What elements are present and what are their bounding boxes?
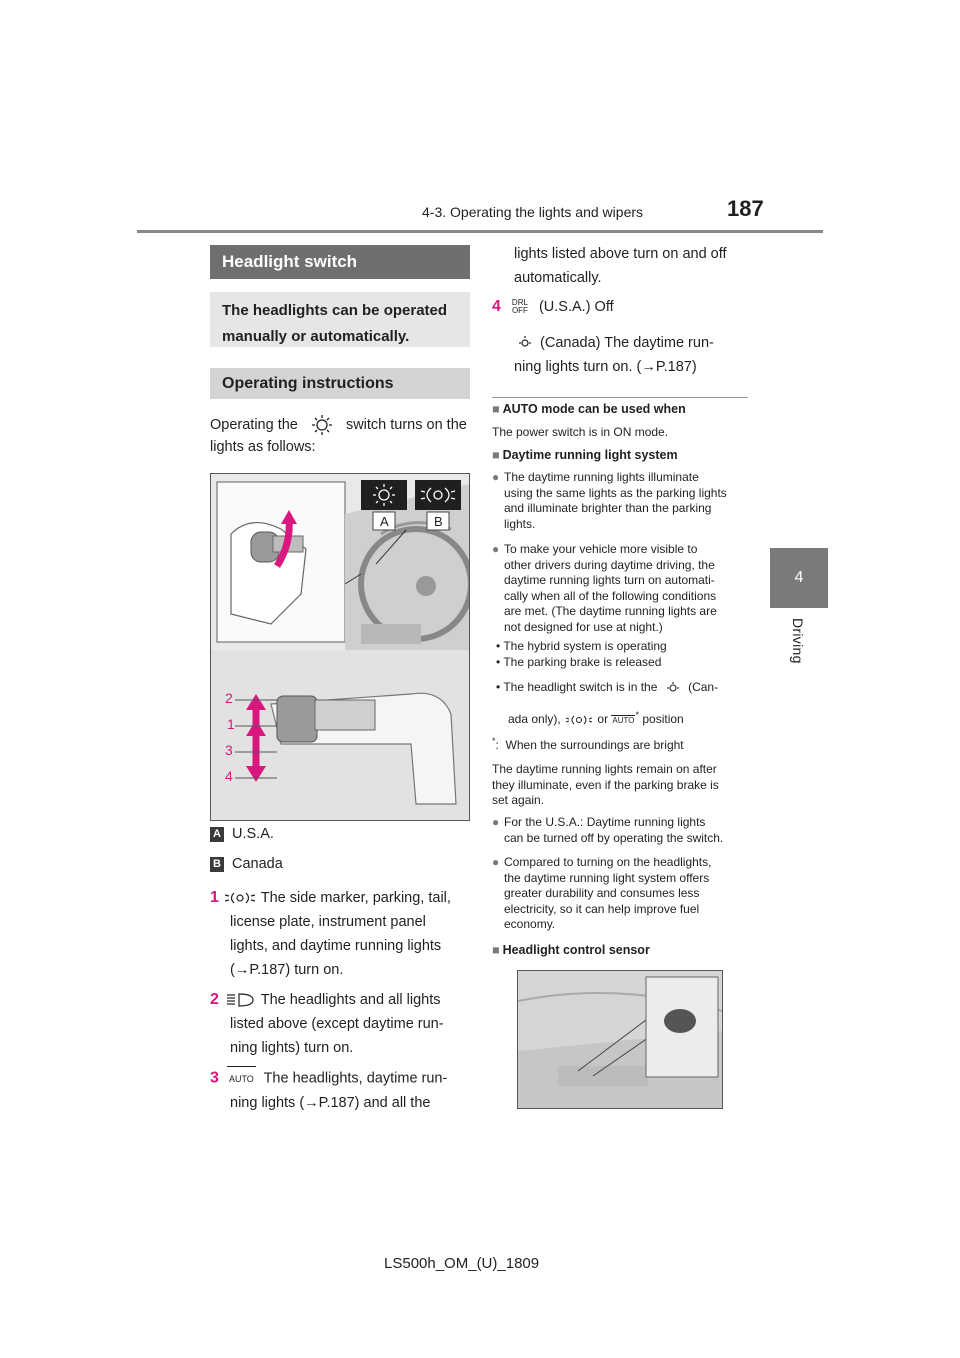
drl-b1-line3: and illuminate brighter than the parking	[504, 501, 712, 515]
figure-label-a: A	[380, 514, 389, 529]
region-canada	[210, 856, 283, 872]
step-2	[210, 988, 472, 1060]
step-4-usa: (U.S.A.) Off	[538, 299, 614, 315]
note-drl-heading-text: Daytime running light system	[502, 448, 678, 462]
section-intro: The headlights can be operated manually or automatically.	[210, 292, 470, 347]
note-compare-bullet: ● Compared to turning on the headlights, the daytime running light system offers greater durability and consumes less electricity, so it can help improve fuel economy.	[492, 855, 754, 933]
drl-off-icon: DRL OFF	[511, 298, 528, 316]
subsection-title: Operating instructions	[210, 368, 470, 399]
section-title: Headlight switch	[210, 245, 470, 279]
note-after	[492, 762, 719, 809]
region-canada-text: Canada	[232, 856, 283, 872]
cmp-b-line4: electricity, so it can help improve fuel	[504, 901, 700, 916]
step-1-line2: license plate, instrument panel	[230, 914, 426, 930]
note-auto-heading-text: AUTO mode can be used when	[502, 402, 686, 416]
step-3-line2: ning lights (→P.187) and all the	[230, 1095, 431, 1111]
note-sensor-heading: ■ Headlight control sensor	[492, 943, 650, 957]
figure-num-4: 4	[225, 768, 233, 784]
step-2-line2: listed above (except daytime run-	[230, 1016, 444, 1032]
step-3-continued	[514, 242, 727, 290]
note-drl-bullet-1: ● The daytime running lights illuminate using the same lights as the parking lights and illuminate brighter than the parking lights.	[492, 470, 754, 532]
step-1-number: 1	[210, 889, 219, 906]
document-code: LS500h_OM_(U)_1809	[384, 1255, 540, 1272]
drl-on-icon	[514, 335, 536, 351]
step-1-line4: (→P.187) turn on.	[230, 962, 344, 978]
notes-divider	[492, 397, 748, 398]
note-sensor-heading-text: Headlight control sensor	[502, 943, 650, 957]
condition-3e: position	[642, 712, 684, 726]
step-2-line3: ning lights) turn on.	[230, 1040, 354, 1056]
headlight-switch-figure	[210, 473, 470, 821]
step-1	[210, 886, 472, 982]
auto-icon-small: AUTO	[612, 716, 635, 725]
cmp-b-line3: greater durability and consumes less	[504, 886, 700, 900]
auto-icon: AUTO	[227, 1066, 256, 1091]
headlight-icon	[223, 992, 257, 1008]
figure-num-2: 2	[225, 690, 233, 706]
operating-intro	[210, 414, 470, 458]
drl-b1-line2: using the same lights as the parking lights	[504, 485, 727, 500]
condition-2: • The parking brake is released	[496, 655, 662, 669]
condition-3	[496, 680, 718, 696]
step-1-line1: The side marker, parking, tail,	[260, 890, 451, 906]
parking-light-icon	[223, 890, 257, 906]
after-line1: The daytime running lights remain on after	[492, 762, 717, 776]
after-line2: they illuminate, even if the parking brake is	[492, 777, 719, 792]
note-drl-bullet-2: ● To make your vehicle more visible to other drivers during daytime driving, the daytime running lights turn on automati- cally when all of the following conditions are met. (The daytime running lights are not designed for use at night.)	[492, 542, 754, 635]
region-usa-text: U.S.A.	[232, 826, 274, 842]
drl-b2-line4: cally when all of the following conditions	[504, 588, 717, 603]
page-number: 187	[727, 196, 764, 221]
condition-3-cont: ada only), or AUTO* position	[508, 710, 684, 726]
step-3-continued-line2: automatically.	[514, 270, 602, 286]
after-line3: set again.	[492, 793, 545, 807]
drl-b1-line4: lights.	[504, 516, 536, 531]
condition-3a: • The headlight switch is in the	[496, 680, 658, 694]
note-usa-bullet: ● For the U.S.A.: Daytime running lights can be turned off by operating the switch.	[492, 815, 754, 846]
condition-3d: or	[597, 712, 609, 726]
condition-1: • The hybrid system is operating	[496, 639, 667, 653]
footnote-text: When the surroundings are bright	[505, 738, 684, 752]
region-usa	[210, 826, 274, 842]
step-3-line1: The headlights, daytime run-	[263, 1070, 448, 1087]
header-section-title: 4-3. Operating the lights and wipers	[422, 204, 644, 220]
note-drl-heading: ■ Daytime running light system	[492, 448, 678, 462]
usa-b-line1: For the U.S.A.: Daytime running lights	[504, 815, 706, 829]
header-rule	[137, 230, 823, 233]
operating-intro-a: Operating the	[210, 417, 298, 433]
figure-label-b: B	[434, 514, 443, 529]
step-1-line3: lights, and daytime running lights	[230, 938, 442, 954]
region-tag-a: A	[210, 827, 224, 842]
drl-b2-line1: To make your vehicle more visible to	[504, 542, 698, 556]
step-2-line1: The headlights and all lights	[260, 992, 441, 1008]
drl-b1-line1: The daytime running lights illuminate	[504, 470, 699, 484]
figure-illustration	[211, 474, 469, 820]
step-4-number: 4	[492, 298, 501, 315]
headlight-sensor-photo	[517, 970, 723, 1109]
figure-num-3: 3	[225, 742, 233, 758]
step-4-canada	[514, 332, 714, 354]
parking-light-icon-small	[564, 714, 594, 726]
drl-b2-line5: are met. (The daytime running lights are	[504, 604, 717, 618]
note-auto-text: The power switch is in ON mode.	[492, 425, 669, 439]
chapter-label: Driving	[790, 618, 806, 664]
cmp-b-line1: Compared to turning on the headlights,	[504, 855, 712, 869]
sensor-illustration	[518, 971, 722, 1108]
step-3	[210, 1066, 472, 1115]
usa-b-line2: can be turned off by operating the switch.	[504, 830, 724, 845]
light-off-icon	[302, 414, 342, 436]
step-4-canada-line2: ning lights turn on. (→P.187)	[514, 359, 697, 375]
step-2-number: 2	[210, 991, 219, 1008]
step-3-number: 3	[210, 1069, 219, 1087]
figure-num-1: 1	[227, 716, 235, 732]
drl-b2-line3: daytime running lights turn on automati-	[504, 573, 715, 587]
step-3-continued-line1: lights listed above turn on and off	[514, 246, 727, 262]
drl-b2-line6: not designed for use at night.)	[504, 619, 663, 634]
condition-3c: ada only),	[508, 712, 561, 726]
drl-b2-line2: other drivers during daytime driving, the	[504, 557, 715, 572]
step-4	[492, 296, 614, 318]
note-auto-heading: ■ AUTO mode can be used when	[492, 402, 686, 416]
region-tag-b: B	[210, 857, 224, 872]
cmp-b-line2: the daytime running light system offers	[504, 870, 710, 885]
drl-on-icon-small	[661, 681, 685, 695]
footnote: *: When the surroundings are bright	[492, 736, 684, 752]
chapter-tab: 4	[770, 548, 828, 608]
condition-3b: (Can-	[688, 680, 719, 694]
operating-intro-b: switch turns on the lights as follows:	[210, 417, 467, 456]
step-4-canada-line1: (Canada) The daytime run-	[540, 335, 714, 351]
cmp-b-line5: economy.	[504, 917, 556, 931]
